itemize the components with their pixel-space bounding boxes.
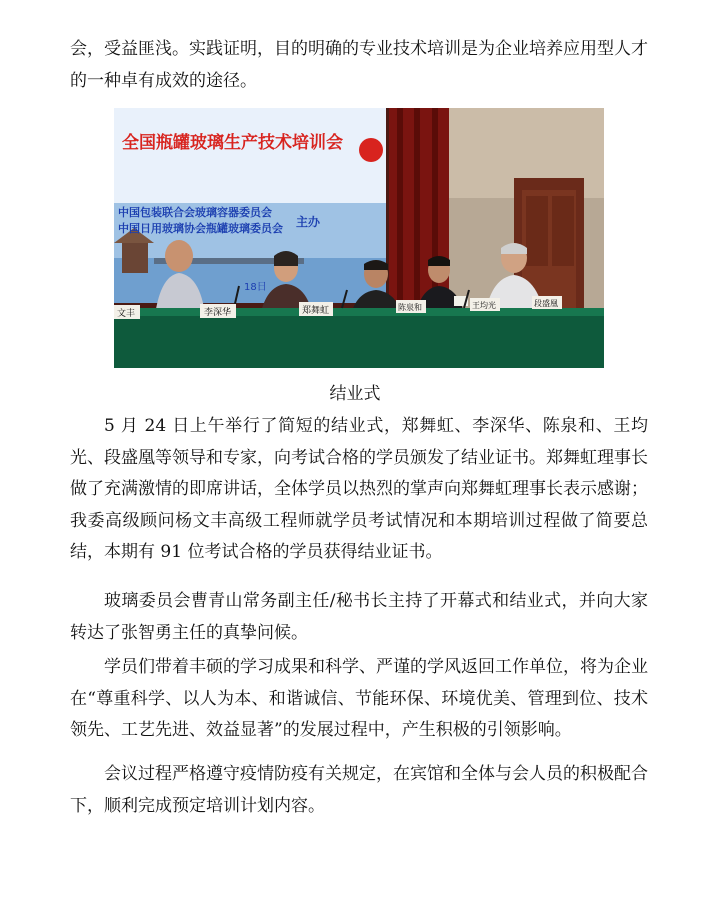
- photo-caption: 结业式: [329, 384, 381, 404]
- banner-title: 全国瓶罐玻璃生产技术培训会: [122, 133, 343, 153]
- nameplate-2: 李深华: [204, 308, 232, 318]
- nameplate-6: 段盛凰: [534, 299, 558, 308]
- nameplate-4: 陈泉和: [398, 303, 422, 312]
- banner-org-1: 中国包装联合会玻璃容器委员会: [118, 206, 272, 219]
- paragraph-closing-ceremony: 5 月 24 日上午举行了简短的结业式，郑舞虹、李深华、陈泉和、王均光、段盛凰等领导和专家，向考试合格的学员颁发了结业证书。郑舞虹理事长做了充满激情的即席讲话，全体学员以热烈的掌声向郑舞虹理事长表示感谢；我委高级顾问杨文丰高级工程师就学员考试情况和本期培训过程做了简要总结，本期有 91 位考试合格的学员获得结业证书。: [70, 416, 648, 562]
- nameplate-1: 文丰: [117, 309, 136, 319]
- paragraph-epidemic-rules: 会议过程严格遵守疫情防疫有关规定，在宾馆和全体与会人员的积极配合下，顺利完成预定培训计划内容。: [70, 764, 648, 816]
- paragraph-students: 学员们带着丰硕的学习成果和科学、严谨的学风返回工作单位，将为企业在“尊重科学、以人为本、和谐诚信、节能环保、环境优美、管理到位、技术领先、工艺先进、效益显著”的发展过程中，产生积极的引领影响。: [70, 657, 648, 740]
- banner-date-fragment: 18日: [244, 282, 267, 293]
- closing-ceremony-photo: [114, 108, 604, 368]
- paragraph-host: 玻璃委员会曹青山常务副主任/秘书长主持了开幕式和结业式，并向大家转达了张智勇主任的真挚问候。: [70, 591, 648, 643]
- banner-org-2: 中国日用玻璃协会瓶罐玻璃委员会: [118, 222, 283, 235]
- nameplate-5: 王均光: [472, 301, 496, 310]
- intro-paragraph: 会，受益匪浅。实践证明，目的明确的专业技术培训是为企业培养应用型人才的一种卓有成效的途径。: [70, 39, 648, 91]
- banner-host: 主办: [296, 215, 321, 229]
- nameplate-3: 郑舞虹: [302, 306, 330, 316]
